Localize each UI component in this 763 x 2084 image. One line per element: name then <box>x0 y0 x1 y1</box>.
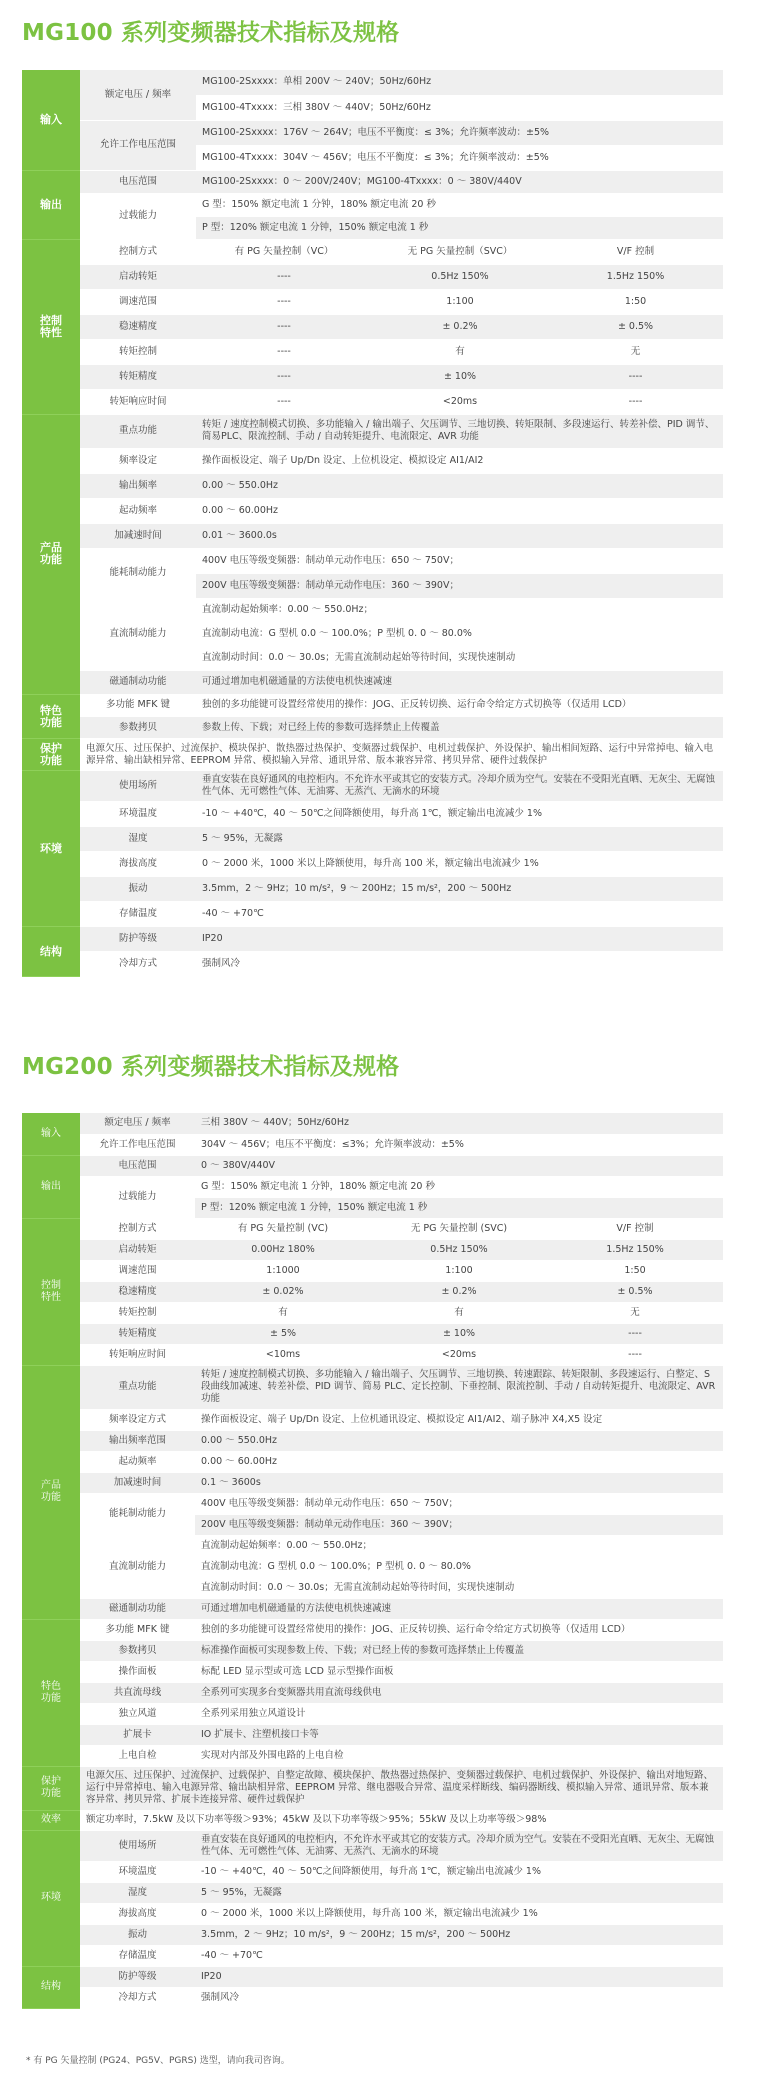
spec-label: 环境温度 <box>80 1861 195 1882</box>
category-input: 输入 <box>22 1113 80 1155</box>
spec-value: 垂直安装在良好通风的电控柜内。不允许水平或其它的安装方式。冷却介质为空气。安装在不受阳光直晒、无灰尘、无腐蚀性气体、无可燃性气体、无油雾、无蒸汽、无滴水的环境 <box>196 771 723 802</box>
mg200-title: MG200 系列变频器技术指标及规格 <box>22 1054 400 1080</box>
spec-value: -10 ～ +40℃，40 ～ 50℃之间降额使用，每升高 1℃，额定输出电流减少 1% <box>196 802 723 827</box>
spec-label: 操作面板 <box>80 1661 195 1682</box>
spec-label: 启动转矩 <box>80 1239 195 1260</box>
spec-value: -40 ～ +70℃ <box>196 902 723 927</box>
spec-value: 0.00 ～ 550.0Hz <box>195 1430 723 1451</box>
spec-value: 额定功率时，7.5kW 及以下功率等级＞93%；45kW 及以下功率等级＞95%；55kW 及以上功率等级＞98% <box>80 1810 723 1830</box>
spec-value: 无 <box>547 1302 723 1323</box>
spec-label: 冷却方式 <box>80 952 196 977</box>
category-product: 产品 功能 <box>22 1365 80 1619</box>
spec-label: 湿度 <box>80 1882 195 1903</box>
spec-value: 5 ～ 95%，无凝露 <box>195 1882 723 1903</box>
spec-value: ---- <box>196 264 372 289</box>
spec-label: 多功能 MFK 键 <box>80 1619 195 1640</box>
spec-label: 独立风道 <box>80 1703 195 1724</box>
spec-value: 独创的多功能键可设置经常使用的操作：JOG、正反转切换、运行命令给定方式切换等（仅适用 LCD） <box>196 695 723 717</box>
spec-value: 0.00 ～ 60.00Hz <box>196 498 723 523</box>
spec-value: <10ms <box>195 1344 371 1365</box>
spec-value: ± 0.5% <box>548 314 723 339</box>
spec-value: ± 5% <box>195 1323 371 1344</box>
spec-value: 强制风冷 <box>195 1987 723 2008</box>
spec-value: MG100-2Sxxxx：176V ～ 264V；电压不平衡度：≤ 3%；允许频率波动：±5% <box>196 120 723 145</box>
spec-label: 允许工作电压范围 <box>80 120 196 170</box>
spec-label: 转矩精度 <box>80 364 196 389</box>
spec-value: ---- <box>548 364 723 389</box>
spec-value: ± 0.5% <box>547 1281 723 1302</box>
spec-label: 海拔高度 <box>80 852 196 877</box>
spec-label: 共直流母线 <box>80 1682 195 1703</box>
spec-label: 稳速精度 <box>80 1281 195 1302</box>
spec-value: -40 ～ +70℃ <box>195 1945 723 1966</box>
spec-label: 输出频率范围 <box>80 1430 195 1451</box>
spec-value: ---- <box>196 389 372 414</box>
spec-value: P 型：120% 额定电流 1 分钟，150% 额定电流 1 秒 <box>195 1197 723 1218</box>
spec-value: ---- <box>547 1323 723 1344</box>
spec-value: 操作面板设定、端子 Up/Dn 设定、上位机通讯设定、模拟设定 AI1/AI2、端子脉冲 X4,X5 设定 <box>195 1409 723 1430</box>
category-structure: 结构 <box>22 1966 80 2008</box>
spec-label: 防护等级 <box>80 1966 195 1987</box>
category-control: 控制 特性 <box>22 239 80 414</box>
spec-label: 磁通制动功能 <box>80 670 196 694</box>
spec-value: -10 ～ +40℃，40 ～ 50℃之间降额使用，每升高 1℃，额定输出电流减少 1% <box>195 1861 723 1882</box>
spec-value: IP20 <box>195 1966 723 1987</box>
spec-label: 使用场所 <box>80 771 196 802</box>
spec-value: ± 0.2% <box>371 1281 547 1302</box>
spec-value: 0 ～ 380V/440V <box>195 1155 723 1176</box>
spec-label: 冷却方式 <box>80 1987 195 2008</box>
spec-value: 有 <box>195 1302 371 1323</box>
spec-label: 湿度 <box>80 827 196 852</box>
spec-value: 垂直安装在良好通风的电控柜内，不允许水平或其它的安装方式。冷却介质为空气。安装在不受阳光直晒、无灰尘、无腐蚀性气体、无可燃性气体、无油雾、无蒸汽、无滴水的环境 <box>195 1830 723 1861</box>
spec-value: 1:100 <box>371 1260 547 1281</box>
spec-label: 控制方式 <box>80 239 196 264</box>
spec-label: 上电自检 <box>80 1745 195 1766</box>
spec-label: 加减速时间 <box>80 523 196 548</box>
spec-value: ± 10% <box>371 1323 547 1344</box>
spec-value: 独创的多功能键可设置经常使用的操作：JOG、正反转切换、运行命令给定方式切换等（仅适用 LCD） <box>195 1619 723 1640</box>
spec-label: 调速范围 <box>80 289 196 314</box>
spec-value: IO 扩展卡、注塑机接口卡等 <box>195 1724 723 1745</box>
spec-value: 标配 LED 显示型或可选 LCD 显示型操作面板 <box>195 1661 723 1682</box>
footnote: * 有 PG 矢量控制 (PG24、PG5V、PGRS) 选型，请向我司咨询。 <box>26 2056 290 2066</box>
spec-label: 额定电压 / 频率 <box>80 70 196 120</box>
spec-label: 转矩精度 <box>80 1323 195 1344</box>
spec-value: ---- <box>196 364 372 389</box>
category-efficiency: 效率 <box>22 1810 80 1830</box>
spec-value: 0 ～ 2000 米，1000 米以上降额使用，每升高 100 米，额定输出电流减少 1% <box>196 852 723 877</box>
spec-value: MG100-4Txxxx：三相 380V ～ 440V；50Hz/60Hz <box>196 95 723 120</box>
spec-value: 有 <box>372 339 548 364</box>
spec-value: 直流制动起始频率：0.00 ～ 550.0Hz； <box>196 598 723 622</box>
spec-label: 输出频率 <box>80 473 196 498</box>
mg100-spec-table <box>22 70 723 977</box>
spec-label: 重点功能 <box>80 1365 195 1409</box>
category-output: 输出 <box>22 1155 80 1218</box>
spec-label: 电压范围 <box>80 170 196 193</box>
spec-value: 0 ～ 2000 米，1000 米以上降额使用，每升高 100 米，额定输出电流减少 1% <box>195 1903 723 1924</box>
category-env: 环境 <box>22 771 80 927</box>
spec-value: ± 10% <box>372 364 548 389</box>
spec-value: 三相 380V ～ 440V；50Hz/60Hz <box>195 1113 723 1134</box>
spec-value: ---- <box>196 339 372 364</box>
spec-label: 启动转矩 <box>80 264 196 289</box>
spec-label: 环境温度 <box>80 802 196 827</box>
spec-label: 防护等级 <box>80 927 196 952</box>
spec-label: 多功能 MFK 键 <box>80 695 196 717</box>
spec-label: 直流制动能力 <box>80 598 196 670</box>
spec-value: 直流制动电流：G 型机 0.0 ～ 100.0%；P 型机 0. 0 ～ 80.0% <box>196 622 723 646</box>
spec-value: 3.5mm，2 ～ 9Hz；10 m/s²，9 ～ 200Hz；15 m/s²，200 ～ 500Hz <box>195 1924 723 1945</box>
spec-value: 0.01 ～ 3600.0s <box>196 523 723 548</box>
spec-value: 0.5Hz 150% <box>371 1239 547 1260</box>
spec-label: 转矩响应时间 <box>80 1344 195 1365</box>
category-product: 产品 功能 <box>22 414 80 695</box>
spec-value: 304V ～ 456V；电压不平衡度：≤3%；允许频率波动：±5% <box>195 1134 723 1155</box>
spec-value: 200V 电压等级变频器：制动单元动作电压：360 ～ 390V； <box>196 573 723 598</box>
spec-value: 参数上传、下载；对已经上传的参数可选择禁止上传覆盖 <box>196 717 723 739</box>
mg200-spec-table <box>22 1113 723 2009</box>
spec-label: 频率设定方式 <box>80 1409 195 1430</box>
spec-value: ± 0.02% <box>195 1281 371 1302</box>
category-output: 输出 <box>22 170 80 239</box>
spec-label: 存储温度 <box>80 1945 195 1966</box>
spec-label: 扩展卡 <box>80 1724 195 1745</box>
spec-label: 振动 <box>80 1924 195 1945</box>
spec-label: 磁通制动功能 <box>80 1598 195 1619</box>
spec-label: 重点功能 <box>80 414 196 448</box>
spec-label: 过载能力 <box>80 1176 195 1218</box>
spec-value: 400V 电压等级变频器：制动单元动作电压：650 ～ 750V； <box>196 548 723 573</box>
spec-label: 过载能力 <box>80 193 196 239</box>
spec-value: 直流制动时间：0.0 ～ 30.0s；无需直流制动起始等待时间，实现快速制动 <box>195 1577 723 1598</box>
spec-label: 额定电压 / 频率 <box>80 1113 195 1134</box>
spec-value: 转矩 / 速度控制模式切换、多功能输入 / 输出端子、欠压调节、三地切换、转速跟踪、转矩限制、多段速运行、白整定、S 段曲线加减速、转差补偿、PID 调节、简易 PLC、定长控制、下垂控制、限流控制、手动 / 自动转矩提升、电流限定、AVR 功能 <box>195 1365 723 1409</box>
spec-value: MG100-4Txxxx：304V ～ 456V；电压不平衡度：≤ 3%；允许频率波动：±5% <box>196 145 723 170</box>
spec-value: V/F 控制 <box>548 239 723 264</box>
spec-value: 电源欠压、过压保护、过流保护、过载保护、自整定故障、模块保护、散热器过热保护、变频器过载保护、电机过载保护、外设保护、输出对地短路、运行中异常掉电、输入电源异常、输出缺相异常、EEPROM 异常、继电器吸合异常、温度采样断线、编码器断线、模拟输入异常、通讯异常、版本兼容异常、拷贝异常、扩展卡连接异常、硬件过载保护 <box>80 1766 723 1810</box>
spec-value: 1:50 <box>547 1260 723 1281</box>
spec-label: 转矩响应时间 <box>80 389 196 414</box>
spec-value: 无 PG 矢量控制 (SVC) <box>371 1218 547 1239</box>
spec-label: 直流制动能力 <box>80 1535 195 1598</box>
spec-label: 使用场所 <box>80 1830 195 1861</box>
spec-value: ---- <box>548 389 723 414</box>
spec-label: 转矩控制 <box>80 1302 195 1323</box>
category-input: 输入 <box>22 70 80 170</box>
category-special: 特色 功能 <box>22 1619 80 1766</box>
spec-value: 400V 电压等级变频器：制动单元动作电压：650 ～ 750V； <box>195 1493 723 1514</box>
spec-value: 1.5Hz 150% <box>548 264 723 289</box>
spec-value: 强制风冷 <box>196 952 723 977</box>
spec-value: 200V 电压等级变频器：制动单元动作电压：360 ～ 390V； <box>195 1514 723 1535</box>
spec-label: 参数拷贝 <box>80 1640 195 1661</box>
spec-value: 转矩 / 速度控制模式切换、多功能输入 / 输出端子、欠压调节、三地切换、转矩限制、多段速运行、转差补偿、PID 调节、简易PLC、限流控制、手动 / 自动转矩提升、电流限定、AVR 功能 <box>196 414 723 448</box>
spec-label: 稳速精度 <box>80 314 196 339</box>
spec-value: G 型：150% 额定电流 1 分钟，180% 额定电流 20 秒 <box>196 193 723 216</box>
category-structure: 结构 <box>22 927 80 977</box>
spec-label: 存储温度 <box>80 902 196 927</box>
spec-value: 无 <box>548 339 723 364</box>
spec-value: V/F 控制 <box>547 1218 723 1239</box>
spec-label: 加减速时间 <box>80 1472 195 1493</box>
spec-label: 调速范围 <box>80 1260 195 1281</box>
spec-value: <20ms <box>372 389 548 414</box>
spec-label: 起动频率 <box>80 498 196 523</box>
spec-value: 直流制动起始频率：0.00 ～ 550.0Hz； <box>195 1535 723 1556</box>
category-control: 控制 特性 <box>22 1218 80 1365</box>
spec-label: 转矩控制 <box>80 339 196 364</box>
spec-value: IP20 <box>196 927 723 952</box>
spec-value: 标准操作面板可实现参数上传、下载；对已经上传的参数可选择禁止上传覆盖 <box>195 1640 723 1661</box>
spec-value: ± 0.2% <box>372 314 548 339</box>
spec-value: <20ms <box>371 1344 547 1365</box>
spec-value: 有 <box>371 1302 547 1323</box>
spec-label: 海拔高度 <box>80 1903 195 1924</box>
spec-value: 0.5Hz 150% <box>372 264 548 289</box>
category-env: 环境 <box>22 1830 80 1966</box>
spec-value: ---- <box>196 289 372 314</box>
spec-label: 起动频率 <box>80 1451 195 1472</box>
spec-label: 振动 <box>80 877 196 902</box>
spec-value: 电源欠压、过压保护、过流保护、模块保护、散热器过热保护、变频器过载保护、电机过载保护、外设保护、输出相间短路、运行中异常掉电、输入电源异常、输出缺相异常、EEPROM 异常、模拟输入异常、通讯异常、版本兼容异常、拷贝异常、硬件过载保护 <box>80 739 723 771</box>
spec-value: 无 PG 矢量控制（SVC） <box>372 239 548 264</box>
spec-value: 0.1 ～ 3600s <box>195 1472 723 1493</box>
spec-value: 1:1000 <box>195 1260 371 1281</box>
spec-value: 有 PG 矢量控制 (VC) <box>195 1218 371 1239</box>
spec-label: 参数拷贝 <box>80 717 196 739</box>
spec-value: ---- <box>547 1344 723 1365</box>
spec-label: 能耗制动能力 <box>80 1493 195 1535</box>
category-protect: 保护 功能 <box>22 739 80 771</box>
spec-label: 允许工作电压范围 <box>80 1134 195 1155</box>
spec-value: 1:50 <box>548 289 723 314</box>
spec-value: 0.00Hz 180% <box>195 1239 371 1260</box>
spec-value: 0.00 ～ 550.0Hz <box>196 473 723 498</box>
spec-value: G 型：150% 额定电流 1 分钟，180% 额定电流 20 秒 <box>195 1176 723 1197</box>
spec-value: 全系列采用独立风道设计 <box>195 1703 723 1724</box>
spec-value: MG100-2Sxxxx：单相 200V ～ 240V；50Hz/60Hz <box>196 70 723 95</box>
spec-value: 有 PG 矢量控制（VC） <box>196 239 372 264</box>
spec-label: 能耗制动能力 <box>80 548 196 598</box>
spec-value: ---- <box>196 314 372 339</box>
spec-value: 直流制动电流：G 型机 0.0 ～ 100.0%；P 型机 0. 0 ～ 80.0% <box>195 1556 723 1577</box>
spec-value: 可通过增加电机磁通量的方法使电机快速减速 <box>196 670 723 694</box>
spec-value: P 型：120% 额定电流 1 分钟，150% 额定电流 1 秒 <box>196 216 723 239</box>
spec-value: 实现对内部及外围电路的上电自检 <box>195 1745 723 1766</box>
spec-value: 3.5mm，2 ～ 9Hz；10 m/s²，9 ～ 200Hz；15 m/s²，200 ～ 500Hz <box>196 877 723 902</box>
spec-value: 5 ～ 95%，无凝露 <box>196 827 723 852</box>
spec-label: 电压范围 <box>80 1155 195 1176</box>
spec-value: 直流制动时间：0.0 ～ 30.0s；无需直流制动起始等待时间，实现快速制动 <box>196 646 723 670</box>
spec-value: 操作面板设定、端子 Up/Dn 设定、上位机设定、模拟设定 AI1/AI2 <box>196 448 723 473</box>
spec-value: 1.5Hz 150% <box>547 1239 723 1260</box>
spec-value: 1:100 <box>372 289 548 314</box>
mg100-title: MG100 系列变频器技术指标及规格 <box>22 20 400 46</box>
spec-value: 可通过增加电机磁通量的方法使电机快速减速 <box>195 1598 723 1619</box>
spec-value: 0.00 ～ 60.00Hz <box>195 1451 723 1472</box>
spec-label: 控制方式 <box>80 1218 195 1239</box>
spec-label: 频率设定 <box>80 448 196 473</box>
spec-value: 全系列可实现多台变频器共用直流母线供电 <box>195 1682 723 1703</box>
category-protect: 保护 功能 <box>22 1766 80 1810</box>
spec-value: MG100-2Sxxxx：0 ～ 200V/240V；MG100-4Txxxx：0 ～ 380V/440V <box>196 170 723 193</box>
category-special: 特色 功能 <box>22 695 80 739</box>
